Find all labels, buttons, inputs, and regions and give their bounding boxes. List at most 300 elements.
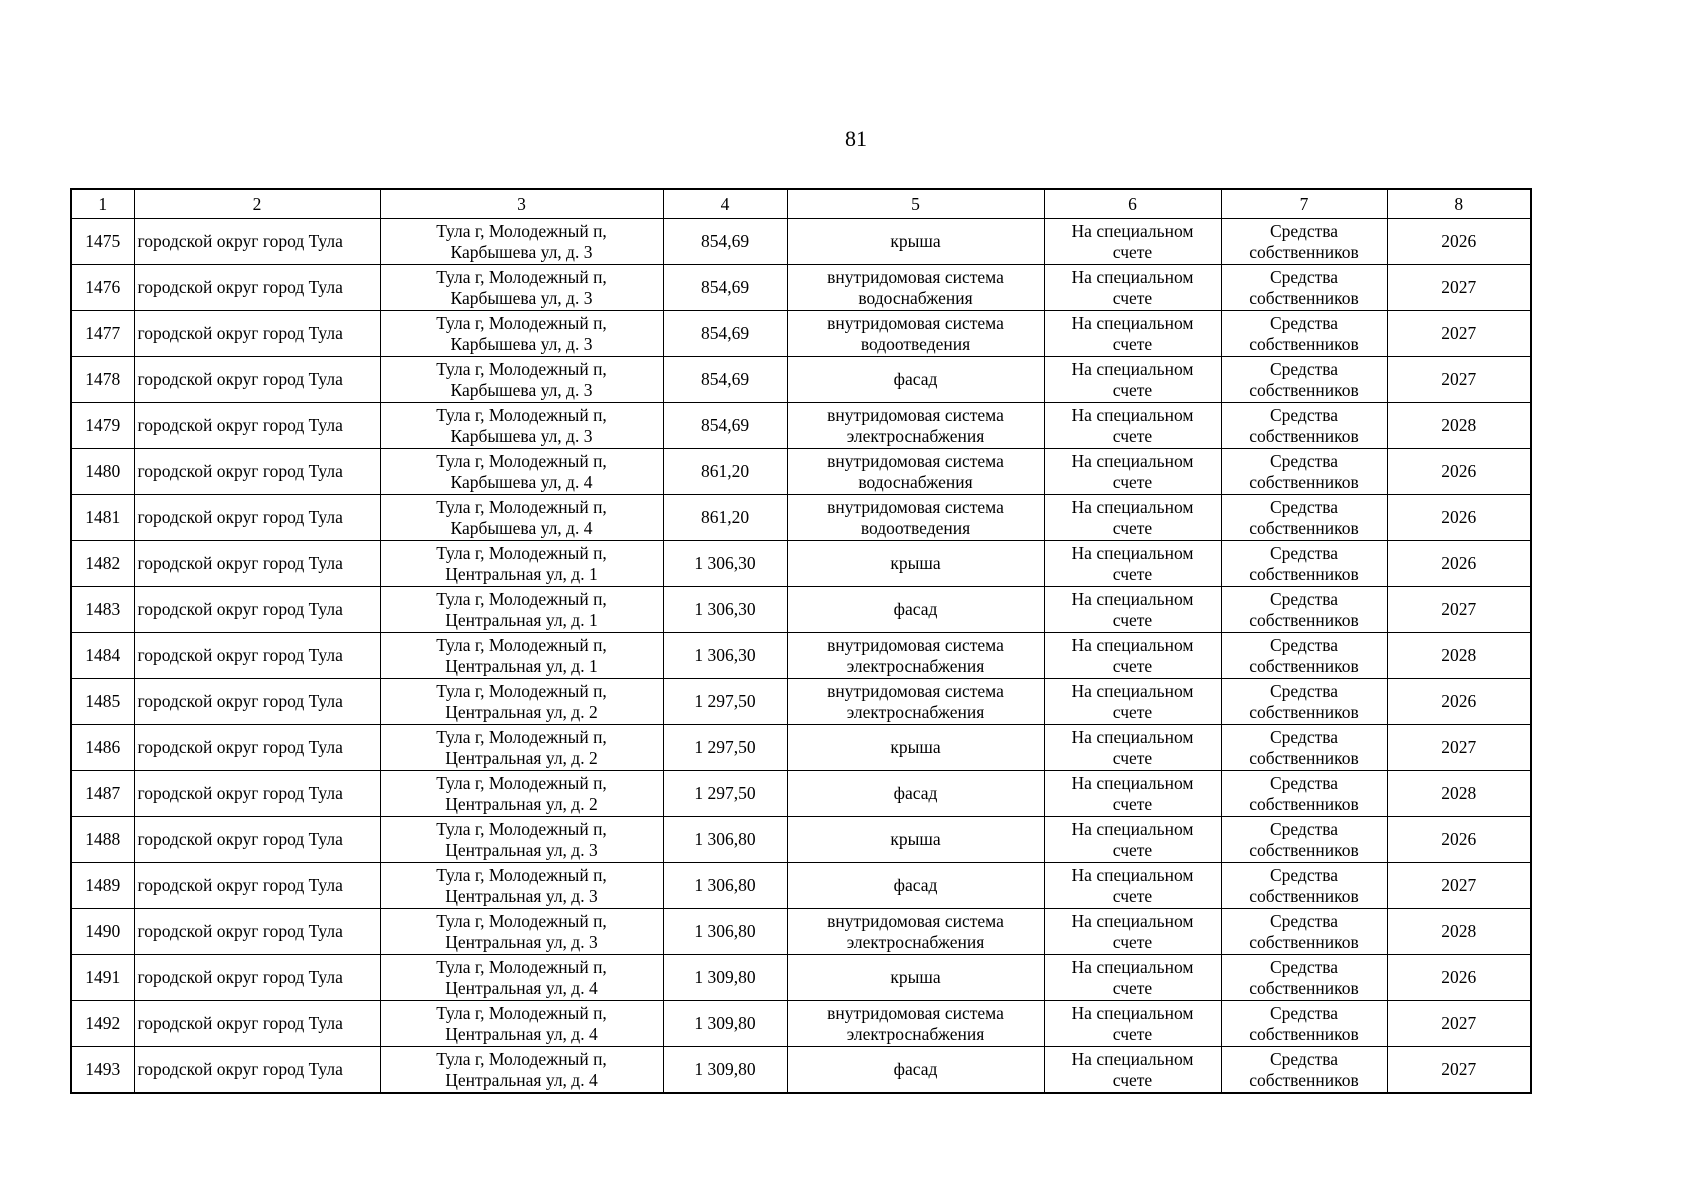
fund-method-line: На специальном <box>1071 864 1194 885</box>
table-row <box>71 449 1531 495</box>
work-type-line: внутридомовая система <box>827 266 1004 287</box>
year-cell: 2028 <box>1387 771 1531 817</box>
address-cell <box>380 449 663 495</box>
address-line: Тула г, Молодежный п, <box>436 818 607 839</box>
address-cell <box>380 909 663 955</box>
fund-method-line: На специальном <box>1071 772 1194 793</box>
funding-source-cell <box>1221 587 1387 633</box>
area-cell: 1 309,80 <box>663 1001 787 1047</box>
fund-method-cell <box>1044 633 1221 679</box>
area-cell: 1 309,80 <box>663 955 787 1001</box>
address-line: Тула г, Молодежный п, <box>436 634 607 655</box>
fund-method-cell <box>1044 679 1221 725</box>
funding-source-line: Средства <box>1269 680 1339 701</box>
address-cell <box>380 587 663 633</box>
area-cell: 1 306,80 <box>663 817 787 863</box>
address-cell <box>380 219 663 265</box>
work-type-cell <box>787 265 1044 311</box>
table-row <box>71 1047 1531 1094</box>
fund-method-line: счете <box>1112 655 1153 676</box>
work-type-cell <box>787 1047 1044 1094</box>
address-line: Карбышева ул, д. 3 <box>450 333 593 354</box>
table-row <box>71 679 1531 725</box>
row-number-cell: 1483 <box>71 587 134 633</box>
address-line: Центральная ул, д. 4 <box>445 977 598 998</box>
work-type-line: крыша <box>890 231 941 251</box>
address-cell <box>380 955 663 1001</box>
fund-method-line: На специальном <box>1071 818 1194 839</box>
year-cell: 2027 <box>1387 725 1531 771</box>
address-line: Тула г, Молодежный п, <box>436 1002 607 1023</box>
fund-method-line: На специальном <box>1071 404 1194 425</box>
funding-source-line: Средства <box>1269 312 1339 333</box>
row-number-cell: 1476 <box>71 265 134 311</box>
address-line: Тула г, Молодежный п, <box>436 1048 607 1069</box>
work-type-line: фасад <box>893 783 938 803</box>
address-line: Центральная ул, д. 4 <box>445 1069 598 1090</box>
address-cell <box>380 265 663 311</box>
funding-source-cell <box>1221 1001 1387 1047</box>
funding-source-line: собственников <box>1249 609 1359 630</box>
fund-method-cell <box>1044 1001 1221 1047</box>
funding-source-line: собственников <box>1249 793 1359 814</box>
fund-method-line: На специальном <box>1071 358 1194 379</box>
address-cell <box>380 679 663 725</box>
address-line: Тула г, Молодежный п, <box>436 450 607 471</box>
work-type-line: водоотведения <box>860 333 971 354</box>
area-cell: 861,20 <box>663 495 787 541</box>
work-type-line: фасад <box>893 369 938 389</box>
funding-source-line: собственников <box>1249 655 1359 676</box>
row-number-cell: 1482 <box>71 541 134 587</box>
address-cell <box>380 357 663 403</box>
work-type-line: крыша <box>890 967 941 987</box>
funding-source-cell <box>1221 633 1387 679</box>
column-header: 6 <box>1044 189 1221 219</box>
address-line: Карбышева ул, д. 3 <box>450 379 593 400</box>
work-type-cell <box>787 863 1044 909</box>
municipality-cell: городской округ город Тула <box>134 955 380 1001</box>
row-number-cell: 1481 <box>71 495 134 541</box>
fund-method-cell <box>1044 311 1221 357</box>
work-type-cell <box>787 219 1044 265</box>
row-number-cell: 1479 <box>71 403 134 449</box>
address-line: Центральная ул, д. 2 <box>445 747 598 768</box>
fund-method-line: На специальном <box>1071 680 1194 701</box>
funding-source-cell <box>1221 311 1387 357</box>
funding-source-line: Средства <box>1269 542 1339 563</box>
work-type-line: фасад <box>893 1059 938 1079</box>
address-line: Карбышева ул, д. 3 <box>450 287 593 308</box>
work-type-line: электроснабжения <box>846 425 985 446</box>
table-row <box>71 495 1531 541</box>
fund-method-line: На специальном <box>1071 312 1194 333</box>
address-line: Тула г, Молодежный п, <box>436 496 607 517</box>
funding-source-line: Средства <box>1269 634 1339 655</box>
fund-method-cell <box>1044 863 1221 909</box>
funding-source-line: собственников <box>1249 333 1359 354</box>
fund-method-line: счете <box>1112 931 1153 952</box>
municipality-cell: городской округ город Тула <box>134 909 380 955</box>
funding-source-line: Средства <box>1269 726 1339 747</box>
funding-source-line: собственников <box>1249 839 1359 860</box>
area-cell: 1 306,30 <box>663 633 787 679</box>
fund-method-line: На специальном <box>1071 1002 1194 1023</box>
area-cell: 854,69 <box>663 403 787 449</box>
fund-method-cell <box>1044 541 1221 587</box>
address-line: Тула г, Молодежный п, <box>436 220 607 241</box>
fund-method-line: счете <box>1112 517 1153 538</box>
work-type-line: внутридомовая система <box>827 680 1004 701</box>
municipality-cell: городской округ город Тула <box>134 1001 380 1047</box>
table-row <box>71 955 1531 1001</box>
address-cell <box>380 403 663 449</box>
address-line: Карбышева ул, д. 3 <box>450 425 593 446</box>
funding-source-cell <box>1221 219 1387 265</box>
year-cell: 2027 <box>1387 357 1531 403</box>
municipality-cell: городской округ город Тула <box>134 679 380 725</box>
year-cell: 2027 <box>1387 311 1531 357</box>
area-cell: 1 306,80 <box>663 863 787 909</box>
address-cell <box>380 863 663 909</box>
work-type-line: электроснабжения <box>846 931 985 952</box>
table-row <box>71 587 1531 633</box>
fund-method-cell <box>1044 955 1221 1001</box>
area-cell: 854,69 <box>663 219 787 265</box>
work-type-cell <box>787 403 1044 449</box>
year-cell: 2027 <box>1387 1047 1531 1094</box>
work-type-line: водоотведения <box>860 517 971 538</box>
work-type-line: внутридомовая система <box>827 634 1004 655</box>
table-row <box>71 633 1531 679</box>
table-row <box>71 817 1531 863</box>
fund-method-cell <box>1044 587 1221 633</box>
fund-method-line: счете <box>1112 379 1153 400</box>
funding-source-line: собственников <box>1249 1023 1359 1044</box>
municipality-cell: городской округ город Тула <box>134 449 380 495</box>
work-type-line: электроснабжения <box>846 655 985 676</box>
area-cell: 854,69 <box>663 357 787 403</box>
municipality-cell: городской округ город Тула <box>134 863 380 909</box>
work-type-cell <box>787 817 1044 863</box>
fund-method-cell <box>1044 817 1221 863</box>
fund-method-cell <box>1044 771 1221 817</box>
address-line: Центральная ул, д. 3 <box>445 931 598 952</box>
work-type-cell <box>787 725 1044 771</box>
fund-method-line: счете <box>1112 701 1153 722</box>
area-cell: 1 297,50 <box>663 725 787 771</box>
year-cell: 2026 <box>1387 495 1531 541</box>
municipality-cell: городской округ город Тула <box>134 357 380 403</box>
fund-method-cell <box>1044 403 1221 449</box>
address-line: Центральная ул, д. 2 <box>445 793 598 814</box>
address-line: Тула г, Молодежный п, <box>436 864 607 885</box>
address-line: Центральная ул, д. 1 <box>445 655 598 676</box>
row-number-cell: 1485 <box>71 679 134 725</box>
address-line: Карбышева ул, д. 4 <box>450 517 593 538</box>
address-cell <box>380 1001 663 1047</box>
funding-source-line: Средства <box>1269 772 1339 793</box>
column-header: 7 <box>1221 189 1387 219</box>
address-line: Тула г, Молодежный п, <box>436 956 607 977</box>
column-header: 8 <box>1387 189 1531 219</box>
year-cell: 2026 <box>1387 817 1531 863</box>
table-row <box>71 403 1531 449</box>
fund-method-line: счете <box>1112 1069 1153 1090</box>
municipality-cell: городской округ город Тула <box>134 1047 380 1094</box>
table-row <box>71 725 1531 771</box>
table-row <box>71 541 1531 587</box>
fund-method-line: счете <box>1112 1023 1153 1044</box>
work-type-cell <box>787 679 1044 725</box>
work-type-line: внутридомовая система <box>827 496 1004 517</box>
address-cell <box>380 541 663 587</box>
funding-source-cell <box>1221 1047 1387 1094</box>
year-cell: 2026 <box>1387 449 1531 495</box>
row-number-cell: 1486 <box>71 725 134 771</box>
funding-source-line: Средства <box>1269 450 1339 471</box>
funding-source-cell <box>1221 771 1387 817</box>
year-cell: 2027 <box>1387 265 1531 311</box>
funding-source-line: Средства <box>1269 496 1339 517</box>
funding-source-cell <box>1221 357 1387 403</box>
work-type-line: электроснабжения <box>846 1023 985 1044</box>
header-row <box>71 189 1531 219</box>
address-line: Тула г, Молодежный п, <box>436 358 607 379</box>
funding-source-line: собственников <box>1249 425 1359 446</box>
work-type-line: внутридомовая система <box>827 450 1004 471</box>
year-cell: 2026 <box>1387 541 1531 587</box>
municipality-cell: городской округ город Тула <box>134 265 380 311</box>
municipality-cell: городской округ город Тула <box>134 633 380 679</box>
work-type-line: внутридомовая система <box>827 404 1004 425</box>
municipality-cell: городской округ город Тула <box>134 495 380 541</box>
address-line: Центральная ул, д. 1 <box>445 563 598 584</box>
work-type-cell <box>787 771 1044 817</box>
work-type-cell <box>787 311 1044 357</box>
fund-method-line: На специальном <box>1071 542 1194 563</box>
work-type-cell <box>787 495 1044 541</box>
address-line: Тула г, Молодежный п, <box>436 726 607 747</box>
row-number-cell: 1488 <box>71 817 134 863</box>
funding-source-line: Средства <box>1269 588 1339 609</box>
address-line: Тула г, Молодежный п, <box>436 312 607 333</box>
fund-method-line: счете <box>1112 471 1153 492</box>
row-number-cell: 1489 <box>71 863 134 909</box>
funding-source-line: собственников <box>1249 885 1359 906</box>
table-row <box>71 219 1531 265</box>
table-row <box>71 265 1531 311</box>
address-line: Тула г, Молодежный п, <box>436 772 607 793</box>
address-line: Центральная ул, д. 4 <box>445 1023 598 1044</box>
fund-method-cell <box>1044 219 1221 265</box>
fund-method-cell <box>1044 725 1221 771</box>
funding-source-cell <box>1221 909 1387 955</box>
year-cell: 2026 <box>1387 955 1531 1001</box>
area-cell: 854,69 <box>663 311 787 357</box>
work-type-line: фасад <box>893 599 938 619</box>
address-cell <box>380 1047 663 1094</box>
row-number-cell: 1484 <box>71 633 134 679</box>
column-header: 5 <box>787 189 1044 219</box>
fund-method-line: счете <box>1112 885 1153 906</box>
fund-method-line: счете <box>1112 839 1153 860</box>
municipality-cell: городской округ город Тула <box>134 403 380 449</box>
work-type-cell <box>787 357 1044 403</box>
work-type-line: водоснабжения <box>858 287 973 308</box>
row-number-cell: 1491 <box>71 955 134 1001</box>
fund-method-line: На специальном <box>1071 588 1194 609</box>
municipality-cell: городской округ город Тула <box>134 219 380 265</box>
funding-source-line: собственников <box>1249 517 1359 538</box>
row-number-cell: 1487 <box>71 771 134 817</box>
fund-method-cell <box>1044 1047 1221 1094</box>
funding-source-cell <box>1221 863 1387 909</box>
funding-source-cell <box>1221 955 1387 1001</box>
row-number-cell: 1477 <box>71 311 134 357</box>
work-type-line: фасад <box>893 875 938 895</box>
row-number-cell: 1490 <box>71 909 134 955</box>
column-header: 4 <box>663 189 787 219</box>
address-cell <box>380 817 663 863</box>
funding-source-line: Средства <box>1269 910 1339 931</box>
fund-method-line: На специальном <box>1071 220 1194 241</box>
work-type-cell <box>787 1001 1044 1047</box>
funding-source-line: собственников <box>1249 471 1359 492</box>
year-cell: 2026 <box>1387 219 1531 265</box>
address-line: Тула г, Молодежный п, <box>436 588 607 609</box>
fund-method-cell <box>1044 265 1221 311</box>
work-type-line: электроснабжения <box>846 701 985 722</box>
work-type-cell <box>787 541 1044 587</box>
fund-method-line: счете <box>1112 747 1153 768</box>
fund-method-line: счете <box>1112 977 1153 998</box>
table-body <box>71 219 1531 1094</box>
year-cell: 2027 <box>1387 1001 1531 1047</box>
work-type-line: крыша <box>890 829 941 849</box>
area-cell: 1 306,30 <box>663 541 787 587</box>
work-type-line: внутридомовая система <box>827 1002 1004 1023</box>
table-row <box>71 357 1531 403</box>
municipality-cell: городской округ город Тула <box>134 587 380 633</box>
area-cell: 1 297,50 <box>663 679 787 725</box>
row-number-cell: 1492 <box>71 1001 134 1047</box>
area-cell: 1 306,30 <box>663 587 787 633</box>
row-number-cell: 1478 <box>71 357 134 403</box>
fund-method-line: счете <box>1112 425 1153 446</box>
funding-source-line: Средства <box>1269 1002 1339 1023</box>
funding-source-line: Средства <box>1269 956 1339 977</box>
funding-source-line: Средства <box>1269 220 1339 241</box>
fund-method-line: счете <box>1112 333 1153 354</box>
address-line: Центральная ул, д. 3 <box>445 839 598 860</box>
work-type-line: крыша <box>890 553 941 573</box>
fund-method-cell <box>1044 495 1221 541</box>
funding-source-line: собственников <box>1249 1069 1359 1090</box>
funding-source-line: собственников <box>1249 747 1359 768</box>
area-cell: 854,69 <box>663 265 787 311</box>
funding-source-line: собственников <box>1249 287 1359 308</box>
fund-method-line: счете <box>1112 241 1153 262</box>
municipality-cell: городской округ город Тула <box>134 725 380 771</box>
address-line: Тула г, Молодежный п, <box>436 542 607 563</box>
row-number-cell: 1480 <box>71 449 134 495</box>
address-line: Центральная ул, д. 2 <box>445 701 598 722</box>
fund-method-line: На специальном <box>1071 450 1194 471</box>
funding-source-cell <box>1221 679 1387 725</box>
funding-source-line: собственников <box>1249 977 1359 998</box>
year-cell: 2028 <box>1387 403 1531 449</box>
funding-source-cell <box>1221 725 1387 771</box>
funding-source-line: Средства <box>1269 358 1339 379</box>
address-cell <box>380 771 663 817</box>
funding-source-line: собственников <box>1249 379 1359 400</box>
year-cell: 2028 <box>1387 633 1531 679</box>
work-type-line: водоснабжения <box>858 471 973 492</box>
address-line: Тула г, Молодежный п, <box>436 404 607 425</box>
address-line: Тула г, Молодежный п, <box>436 680 607 701</box>
address-cell <box>380 725 663 771</box>
fund-method-line: На специальном <box>1071 266 1194 287</box>
funding-source-line: Средства <box>1269 818 1339 839</box>
address-line: Центральная ул, д. 3 <box>445 885 598 906</box>
funding-source-line: Средства <box>1269 1048 1339 1069</box>
fund-method-line: счете <box>1112 287 1153 308</box>
address-line: Карбышева ул, д. 4 <box>450 471 593 492</box>
repair-program-table <box>70 188 1532 1094</box>
funding-source-cell <box>1221 541 1387 587</box>
funding-source-line: собственников <box>1249 563 1359 584</box>
row-number-cell: 1493 <box>71 1047 134 1094</box>
table-row <box>71 909 1531 955</box>
fund-method-line: счете <box>1112 793 1153 814</box>
fund-method-cell <box>1044 449 1221 495</box>
funding-source-cell <box>1221 449 1387 495</box>
column-header: 2 <box>134 189 380 219</box>
area-cell: 1 297,50 <box>663 771 787 817</box>
work-type-cell <box>787 449 1044 495</box>
funding-source-cell <box>1221 495 1387 541</box>
work-type-cell <box>787 587 1044 633</box>
year-cell: 2027 <box>1387 863 1531 909</box>
year-cell: 2027 <box>1387 587 1531 633</box>
municipality-cell: городской округ город Тула <box>134 817 380 863</box>
municipality-cell: городской округ город Тула <box>134 771 380 817</box>
fund-method-line: На специальном <box>1071 634 1194 655</box>
address-cell <box>380 311 663 357</box>
address-line: Карбышева ул, д. 3 <box>450 241 593 262</box>
work-type-cell <box>787 633 1044 679</box>
fund-method-line: счете <box>1112 609 1153 630</box>
fund-method-line: На специальном <box>1071 1048 1194 1069</box>
funding-source-cell <box>1221 265 1387 311</box>
work-type-line: внутридомовая система <box>827 312 1004 333</box>
funding-source-line: собственников <box>1249 241 1359 262</box>
table-row <box>71 311 1531 357</box>
funding-source-cell <box>1221 817 1387 863</box>
address-cell <box>380 633 663 679</box>
fund-method-cell <box>1044 357 1221 403</box>
municipality-cell: городской округ город Тула <box>134 541 380 587</box>
address-line: Тула г, Молодежный п, <box>436 910 607 931</box>
area-cell: 1 306,80 <box>663 909 787 955</box>
table-row <box>71 863 1531 909</box>
row-number-cell: 1475 <box>71 219 134 265</box>
funding-source-line: собственников <box>1249 931 1359 952</box>
fund-method-line: На специальном <box>1071 956 1194 977</box>
work-type-cell <box>787 909 1044 955</box>
area-cell: 1 309,80 <box>663 1047 787 1094</box>
